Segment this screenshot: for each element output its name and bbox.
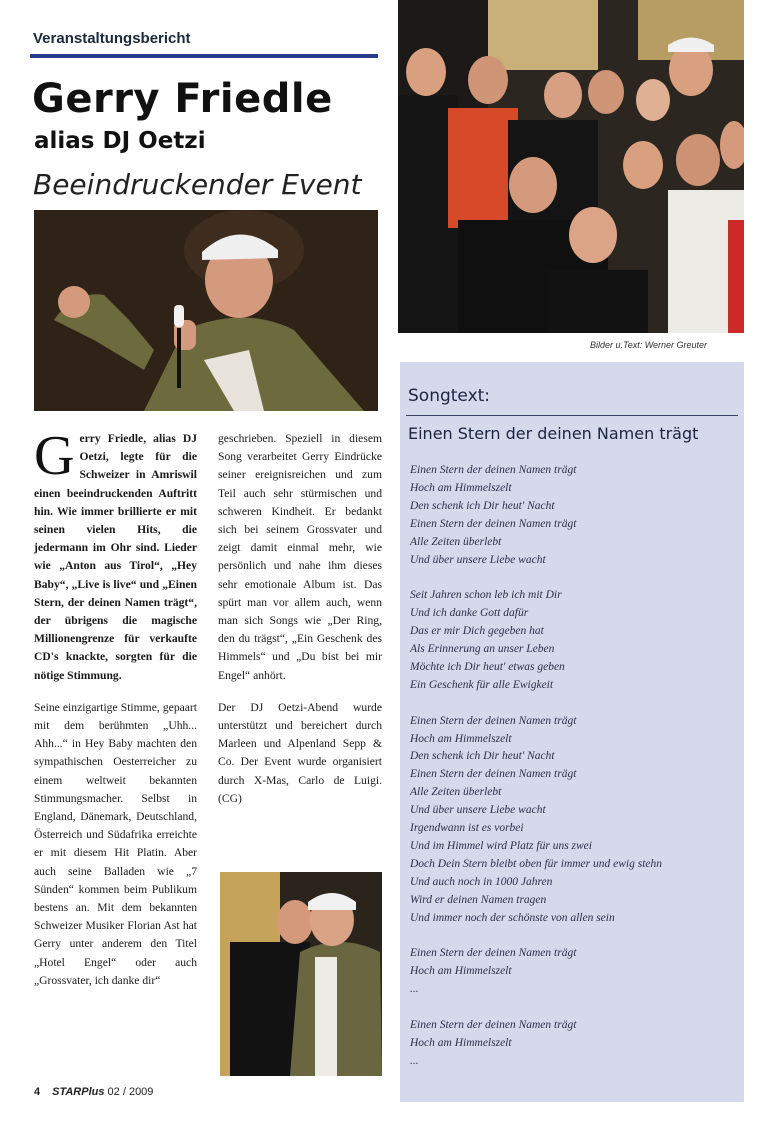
article-column-2 (218, 430, 382, 822)
issue-number: 02 / 2009 (107, 1086, 154, 1098)
lyrics-line: Hoch am Himmelszelt (410, 965, 512, 978)
lyrics-line: Einen Stern der deinen Namen trägt (410, 464, 577, 476)
lyrics-line: Und über unsere Liebe wacht (410, 553, 546, 566)
lyrics-line: Einen Stern der deinen Namen trägt (410, 517, 577, 530)
article-tagline: Beeindruckender Event (33, 168, 362, 201)
songtext-heading: Songtext: (408, 386, 491, 406)
lyrics-line: Und immer noch der schönste von allen sein (410, 911, 615, 924)
lyrics-line: Einen Stern der deinen Namen trägt (410, 768, 577, 781)
lyrics-line: Alle Zeiten überlebt (410, 535, 502, 548)
lyrics-line: Hoch am Himmelszelt (410, 732, 512, 745)
page-number: 4 (34, 1086, 41, 1098)
paragraph-3: geschrieben. Speziell in diesem Song verarbeitet Gerry Eindrücke seiner ereignisreichen und zum Teil auch sehr stürmischen und schweren Kindheit. Er bedankt sich bei seinem Grossvater und zeigt damit einmal mehr, wie persönlich und nahe ihm dieses sehr emotionale Album ist. Das spürt man vor allem auch, wenn man sich Songs wie „Der Ring, den du trägst“, „Ein Geschenk des Himmels“ und „Du bist bei mir Engel“ anhört. (218, 432, 382, 682)
magazine-name: STARPlus (52, 1086, 105, 1098)
article-title: Gerry Friedle (32, 76, 333, 122)
lyrics-stanza (410, 945, 740, 999)
photo-two-men (220, 872, 382, 1076)
lyrics-stanza (410, 713, 740, 928)
lyrics-line: Einen Stern der deinen Namen trägt (410, 947, 577, 960)
lyrics-line: Möchte ich Dir heut' etwas geben (410, 660, 565, 673)
lyrics-line: Einen Stern der deinen Namen trägt (410, 1019, 577, 1032)
lyrics-line: Hoch am Himmelszelt (410, 1036, 512, 1049)
lyrics-line: ... (410, 1054, 419, 1067)
lyrics-line: Wird er deinen Namen tragen (410, 893, 547, 906)
lyrics-line: Seit Jahren schon leb ich mit Dir (410, 589, 562, 602)
photo-credit: Bilder u.Text: Werner Greuter (590, 340, 708, 350)
lyrics-line: Das er mir Dich gegeben hat (410, 625, 544, 638)
lyrics-stanza (410, 1017, 740, 1071)
article-subtitle: alias DJ Oetzi (34, 128, 206, 154)
lyrics-line: Ein Geschenk für alle Ewigkeit (410, 678, 554, 691)
lyrics-line: Als Erinnerung an unser Leben (410, 643, 555, 656)
lyrics-line: Und ich danke Gott dafür (410, 607, 529, 620)
photo-singer-stage (34, 210, 378, 411)
songtext-divider (406, 415, 738, 416)
page-footer (34, 1086, 153, 1098)
song-lyrics (410, 462, 740, 1089)
lyrics-line: Irgendwann ist es vorbei (410, 822, 524, 835)
lyrics-line: Alle Zeiten überlebt (410, 786, 502, 799)
lyrics-line: Und im Himmel wird Platz für uns zwei (410, 840, 592, 852)
lyrics-line: Den schenk ich Dir heut' Nacht (410, 750, 555, 763)
lyrics-line: Doch Dein Stern bleibt oben für immer und ewig stehn (410, 857, 663, 870)
paragraph-2: Seine einzigartige Stimme, gepaart mit dem berühmten „Uhh... Ahh...“ in Hey Baby machten den sympathischen Oesterreicher zu einem weltweit bekannten Stimmungsmacher. Selbst in England, Dänemark, Deutschland, Österreich und Südafrika erreichte er mit diesem Hit Platin. Aber auch seine Balladen wie „7 Sünden“ kommen beim Publikum bestens an. Mit dem bekannten Schweizer Musiker Florian Ast hat Gerry unter anderem den Titel „Hotel Engel“ oder auch „Grossvater, ich danke dir“ (34, 700, 197, 987)
lyrics-line: ... (410, 983, 419, 996)
lead-text: erry Friedle, alias DJ Oetzi, legte für die Schweizer in Amriswil einen beeindruckenden Auftritt hin. Wie immer brillierte er mit seinen vielen Hits, die jedermann im Ohr sind. Lieder wie „Anton aus Tirol“, „Hey Baby“, „Live is live“ und „Einen Stern, der deinen Namen trägt“, der übrigens die magische Millionengrenze für verkaufte CD's knackte, sorgten für die nötige Stimmung. (34, 432, 197, 682)
paragraph-4: Der DJ Oetzi-Abend wurde unterstützt und bereichert durch Marleen und Alpenland Sepp & Co. Der Event wurde organisiert durch X-Mas, Carlo de Luigi. (CG) (218, 700, 382, 805)
lyrics-line: Hoch am Himmelszelt (410, 481, 512, 494)
lyrics-line: Einen Stern der deinen Namen trägt (410, 714, 577, 727)
lyrics-line: Und auch noch in 1000 Jahren (410, 875, 553, 888)
lyrics-stanza (410, 462, 740, 569)
article-column-1 (34, 425, 197, 1004)
lead-paragraph (34, 425, 197, 685)
section-divider (30, 54, 378, 58)
drop-cap: G (34, 425, 75, 487)
song-title: Einen Stern der deinen Namen trägt (408, 424, 699, 443)
section-label: Veranstaltungsbericht (33, 30, 191, 47)
lyrics-line: Den schenk ich Dir heut' Nacht (410, 499, 555, 512)
lyrics-line: Und über unsere Liebe wacht (410, 804, 546, 817)
lyrics-stanza (410, 587, 740, 694)
photo-group (398, 0, 744, 333)
